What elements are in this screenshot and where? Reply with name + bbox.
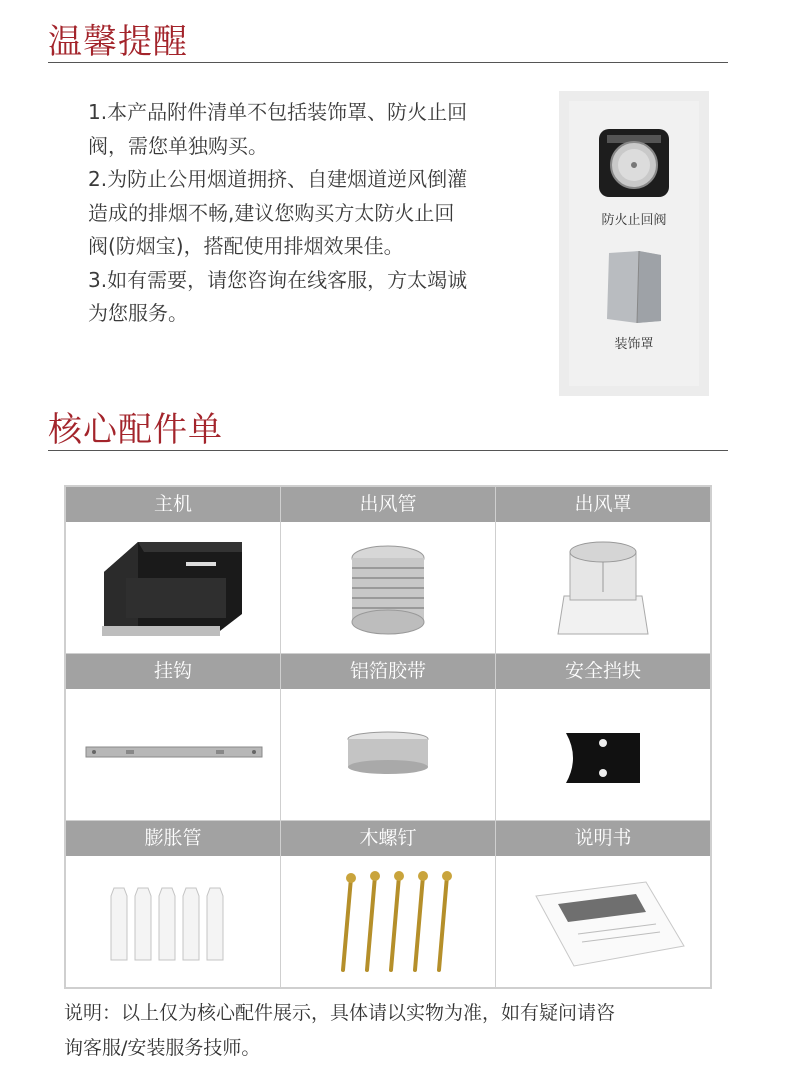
tip-line: 1.本产品附件清单不包括装饰罩、防火止回	[88, 100, 468, 124]
fire-check-valve-image	[597, 127, 671, 199]
part-cell	[66, 654, 280, 820]
decorative-cover-image	[603, 249, 665, 325]
part-cell	[281, 487, 495, 653]
part-label: 铝箔胶带	[281, 654, 495, 689]
outlet-cover-image	[496, 522, 710, 653]
part-cell	[281, 654, 495, 820]
wall-anchor-image	[66, 856, 280, 987]
accessory-label: 防火止回阀	[601, 213, 667, 228]
exhaust-duct-image	[281, 522, 495, 653]
safety-block-image	[496, 689, 710, 820]
disclaimer-line: 询客服/安装服务技师。	[64, 1037, 261, 1059]
part-label: 安全挡块	[496, 654, 710, 689]
tip-line: 阀，需您单独购买。	[88, 133, 268, 158]
part-cell	[496, 821, 710, 987]
tips-text	[88, 96, 528, 331]
part-label: 木螺钉	[281, 821, 495, 856]
part-cell	[281, 821, 495, 987]
mounting-hook-image	[66, 689, 280, 820]
accessory-panel	[559, 91, 709, 396]
tips-heading: 温馨提醒	[48, 22, 188, 62]
tip-line: 造成的排烟不畅,建议您购买方太防火止回	[88, 200, 455, 225]
part-label: 主机	[66, 487, 280, 522]
part-cell	[496, 654, 710, 820]
part-cell	[66, 821, 280, 987]
tip-line: 2.为防止公用烟道拥挤、自建烟道逆风倒灌	[88, 167, 468, 191]
accessory-label: 装饰罩	[614, 337, 654, 352]
tips-divider	[48, 62, 728, 63]
foil-tape-image	[281, 689, 495, 820]
wood-screw-image	[281, 856, 495, 987]
part-label: 说明书	[496, 821, 710, 856]
parts-grid	[64, 485, 712, 989]
part-cell	[496, 487, 710, 653]
part-label: 挂钩	[66, 654, 280, 689]
parts-divider	[48, 450, 728, 451]
part-label: 出风罩	[496, 487, 710, 522]
part-label: 出风管	[281, 487, 495, 522]
tip-line: 3.如有需要，请您咨询在线客服，方太竭诚	[88, 267, 468, 292]
tip-line: 阀(防烟宝)，搭配使用排烟效果佳。	[88, 234, 404, 258]
manual-image	[496, 856, 710, 987]
part-label: 膨胀管	[66, 821, 280, 856]
range-hood-image	[66, 522, 280, 653]
tip-line: 为您服务。	[88, 301, 188, 325]
parts-heading: 核心配件单	[48, 410, 223, 450]
disclaimer-line: 说明：以上仅为核心配件展示，具体请以实物为准，如有疑问请咨	[64, 1002, 616, 1024]
part-cell	[66, 487, 280, 653]
disclaimer	[64, 996, 724, 1066]
